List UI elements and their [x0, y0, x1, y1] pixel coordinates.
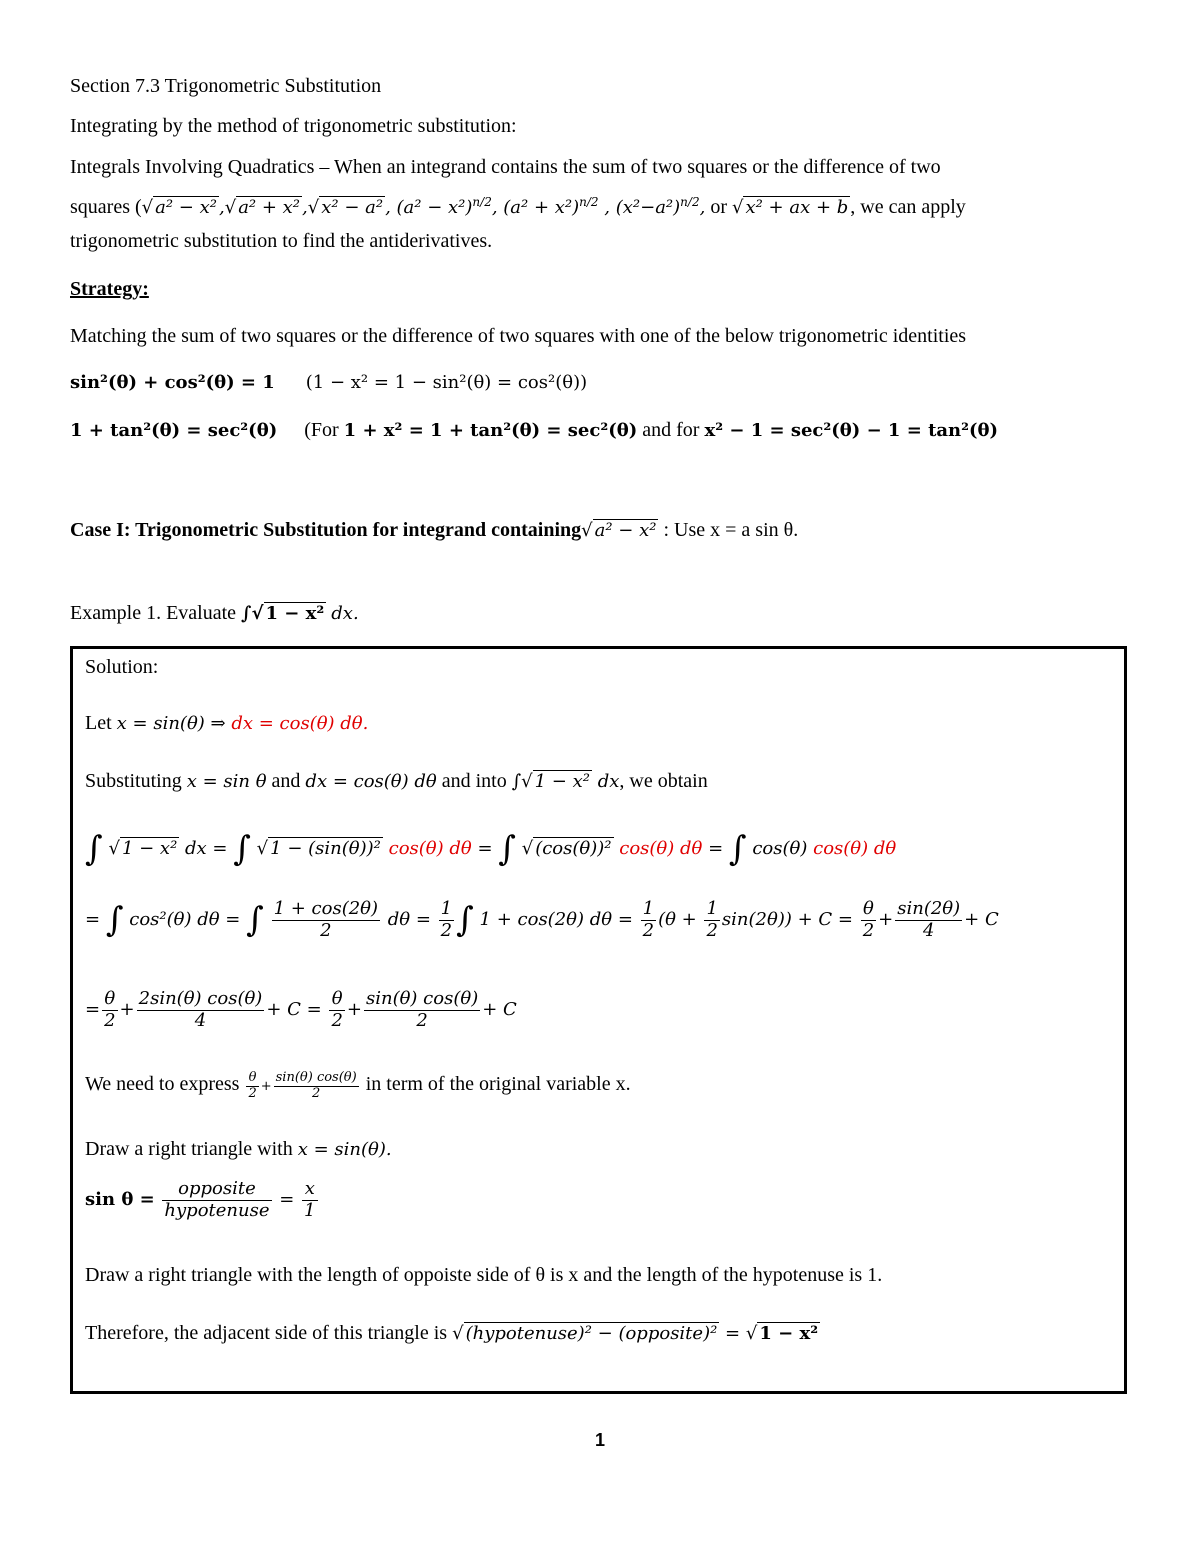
identity-1: sin²(θ) + cos²(θ) = 1 (1 − x² = 1 − sin²(θ) = cos²(θ)) — [70, 372, 588, 393]
example-1: Example 1. Evaluate ∫√ 1 − x² dx. — [70, 602, 359, 624]
intro-line-3: trigonometric substitution to find the antiderivatives. — [70, 230, 493, 252]
intro-line-1: Integrals Involving Quadratics – When an integrand contains the sum of two squares or the difference of two — [70, 156, 941, 178]
equation-line-1: ∫ √ 1 − x² dx = ∫ √ 1 − (sin(θ))² cos(θ) dθ = ∫ √ (cos(θ))² cos(θ) dθ = ∫ cos(θ) cos(θ) dθ — [85, 829, 897, 869]
page-number: 1 — [594, 1430, 605, 1450]
substitution-line: Substituting x = sin θ and dx = cos(θ) dθ and into ∫√ 1 − x² dx, we obtain — [85, 770, 708, 792]
equation-line-3: = $\frac{\theta}{2}$ + $\frac{2\sin(\theta) \cos(\theta)}{4}$ + C = $\frac{\theta}{2}$ + $\frac{\sin(\theta) \cos(\theta)}{2}$ + C — [85, 988, 517, 1031]
intro-line-2: squares (√ a² − x² ,√ a² + x² ,√ x² − a² , $(a^2 - x^2)^{n/2}$, $(a^2 + x^2)^{n/2}$ , $(x^2-a^2)^{n/2}$, or √ x² + ax + b , we can apply — [70, 195, 966, 218]
subtitle: Integrating by the method of trigonometric substitution: — [70, 115, 517, 137]
sine-definition: sin θ = $\frac{\text{opposite}}{\text{hypotenuse}}$ = $\frac{x}{1}$ — [85, 1178, 316, 1221]
adjacent-side-line: Therefore, the adjacent side of this triangle is √ (hypotenuse)² − (opposite)² = √ 1 − x² — [85, 1322, 819, 1344]
page-title: Section 7.3 Trigonometric Substitution — [70, 75, 382, 97]
strategy-text: Matching the sum of two squares or the difference of two squares with one of the below trigonometric identities — [70, 325, 967, 347]
solution-title: Solution: — [85, 656, 159, 678]
draw-line-2: Draw a right triangle with the length of oppoiste side of θ is x and the length of the hypotenuse is 1. — [85, 1264, 883, 1286]
strategy-heading: Strategy: — [70, 278, 149, 300]
equation-line-2: = ∫ cos²(θ) dθ = ∫ $\frac{1 + \cos(2\theta)}{2}$ dθ = $\frac{1}{2}$ ∫ 1 + cos(2θ) dθ = $\frac{1}{2}$ (θ + $\frac{1}{2}$ sin(2θ)) + C = $\frac{\theta}{2}$ + $\frac{\sin(2\theta)}{4}$ + C — [85, 898, 999, 941]
identity-2: 1 + tan²(θ) = sec²(θ) (For 1 + x² = 1 + tan²(θ) = sec²(θ) and for x² − 1 = sec²(θ) − 1 = tan²(θ) — [70, 419, 999, 441]
draw-line-1: Draw a right triangle with x = sin(θ). — [85, 1138, 392, 1160]
let-line: Let x = sin(θ) ⇒ dx = cos(θ) dθ. — [85, 712, 369, 734]
solution-box — [70, 646, 1127, 1394]
case-1-heading: Case I: Trigonometric Substitution for integrand containing√ a² − x² : Use x = a sin θ. — [70, 519, 799, 541]
express-line: We need to express $\frac{\theta}{2}$ + $\frac{\sin(\theta) \cos(\theta)}{2}$ in term of the original variable x. — [85, 1070, 631, 1101]
